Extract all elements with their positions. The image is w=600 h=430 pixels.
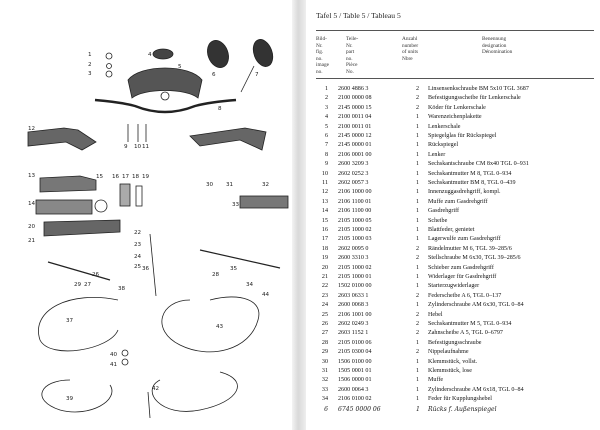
callout-label: 11 bbox=[142, 144, 150, 150]
callout-label: 32 bbox=[262, 182, 270, 188]
cell-name: Rückspiegel bbox=[428, 142, 459, 149]
cell-qty: 2 bbox=[416, 349, 420, 356]
emblem-part bbox=[153, 49, 173, 59]
cell-pos: 4 bbox=[324, 114, 328, 121]
cell-pos: 33 bbox=[321, 386, 328, 393]
cell-name: Spiegelglas für Rückspiegel bbox=[428, 133, 497, 139]
callout-label: 19 bbox=[142, 174, 150, 180]
cell-pos: 2 bbox=[324, 95, 328, 102]
cell-name: Zylinderschraube AM 6x30, TGL 0–84 bbox=[428, 302, 524, 309]
cell-part: 2105 1000 02 bbox=[338, 227, 372, 233]
callout-label: 15 bbox=[96, 174, 104, 180]
cell-part: 1506 0000 01 bbox=[338, 377, 372, 384]
lever-part bbox=[200, 250, 280, 268]
cell-name: Sechskantmutter M 5, TGL 0–934 bbox=[428, 321, 512, 327]
cell-name: Blattfeder, genietet bbox=[428, 227, 475, 233]
cell-qty: 1 bbox=[416, 133, 420, 139]
callout-label: 20 bbox=[28, 224, 36, 230]
header-text: no. bbox=[346, 55, 353, 62]
cell-pos: 22 bbox=[321, 283, 328, 290]
book-gutter bbox=[292, 0, 306, 430]
cell-part: 2105 1000 01 bbox=[338, 274, 372, 280]
cable-part bbox=[162, 297, 259, 352]
cell-name: Muffe zum Gasdrehgriff bbox=[428, 198, 488, 205]
tool-part bbox=[148, 392, 150, 418]
table-row bbox=[306, 404, 600, 415]
cell-part: 1502 0100 00 bbox=[338, 283, 372, 290]
header-name bbox=[482, 36, 512, 56]
cell-name: Starterzugwiderlager bbox=[428, 283, 480, 290]
cell-name: Sechskantmutter BM 8, TGL 0–439 bbox=[428, 180, 516, 186]
callout-label: 9 bbox=[124, 144, 128, 150]
callout-label: 44 bbox=[262, 292, 270, 298]
callout-label: 28 bbox=[212, 272, 220, 278]
cell-part: 2105 0300 04 bbox=[338, 349, 372, 356]
header-text: Nbre bbox=[402, 55, 413, 62]
cell-part: 2105 1000 03 bbox=[338, 236, 372, 243]
table-rule bbox=[316, 78, 594, 79]
callout-label: 21 bbox=[28, 238, 36, 244]
cell-part: 2600 4886 3 bbox=[338, 86, 369, 92]
cell-part: 2600 3310 3 bbox=[338, 255, 369, 262]
lever-part bbox=[44, 220, 120, 236]
cell-part: 2603 0633 1 bbox=[338, 292, 369, 299]
cell-part: 6745 0000 06 bbox=[338, 405, 381, 413]
cell-qty: 2 bbox=[416, 95, 420, 102]
callout-label: 1 bbox=[88, 52, 92, 58]
cell-name: Nippelaufnahme bbox=[428, 349, 469, 356]
callout-label: 42 bbox=[152, 386, 160, 392]
cell-qty: 1 bbox=[416, 405, 420, 413]
cable-part bbox=[152, 372, 237, 411]
callout-label: 34 bbox=[246, 282, 254, 288]
callout-label: 38 bbox=[118, 286, 126, 292]
cell-qty: 2 bbox=[416, 330, 420, 337]
cell-qty: 1 bbox=[416, 274, 420, 280]
header-text: Dénomination bbox=[482, 49, 513, 56]
mirror-glass-part bbox=[204, 37, 232, 70]
parts-list-page bbox=[306, 0, 600, 430]
cell-pos: 6 bbox=[324, 405, 328, 413]
cell-name: Zahnscheibe A 5, TGL 0–6797 bbox=[428, 330, 503, 337]
cell-part: 2106 1100 00 bbox=[338, 208, 372, 215]
cell-pos: 31 bbox=[321, 368, 328, 374]
callout-label: 41 bbox=[110, 362, 118, 368]
exploded-parts-diagram bbox=[0, 0, 292, 430]
cell-pos: 29 bbox=[321, 349, 328, 356]
cell-name: Lagerwulfe zum Gasdrehgriff bbox=[428, 236, 501, 243]
header-text: image bbox=[316, 62, 329, 69]
clutch-lever-assembly bbox=[190, 128, 266, 150]
callout-label: 36 bbox=[142, 266, 150, 272]
cell-name: Scheibe bbox=[428, 217, 448, 224]
cell-qty: 1 bbox=[416, 283, 420, 290]
cell-part: 2145 0000 15 bbox=[338, 104, 372, 111]
mirror-stem bbox=[241, 66, 254, 92]
cell-pos: 13 bbox=[321, 198, 328, 205]
callout-label: 25 bbox=[134, 264, 142, 270]
cell-name: Rändelmutter M 6, TGL 39–285/6 bbox=[428, 245, 512, 252]
cell-part: 2602 0057 3 bbox=[338, 180, 369, 186]
cell-qty: 1 bbox=[416, 189, 420, 196]
callout-label: 37 bbox=[66, 318, 74, 324]
cell-name: Innenzuggasdrehgriff, kompl. bbox=[428, 189, 501, 196]
header-text: of units bbox=[402, 49, 419, 56]
cell-qty: 2 bbox=[416, 311, 420, 318]
callout-label: 10 bbox=[134, 144, 142, 150]
header-text: Teile- bbox=[346, 36, 359, 42]
callout-label: 22 bbox=[134, 230, 142, 236]
washer-part bbox=[106, 71, 112, 77]
header-text: No. bbox=[346, 68, 354, 75]
cell-name: Lenkerschale bbox=[428, 123, 461, 130]
callout-label: 3 bbox=[88, 71, 92, 77]
cell-pos: 8 bbox=[324, 151, 328, 158]
cell-pos: 17 bbox=[321, 236, 328, 243]
cell-qty: 1 bbox=[416, 302, 420, 309]
cell-pos: 20 bbox=[321, 264, 328, 271]
cell-qty: 1 bbox=[416, 180, 420, 186]
cell-pos: 23 bbox=[321, 292, 328, 299]
cell-name: Federscheibe A 6, TGL 0–137 bbox=[428, 292, 502, 299]
cell-part: 2106 0001 00 bbox=[338, 151, 372, 158]
spring-part bbox=[136, 186, 142, 206]
header-text: fig. bbox=[316, 49, 324, 56]
cell-part: 2100 0000 08 bbox=[338, 95, 372, 102]
cell-name: Schieber zum Gasdrehgriff bbox=[428, 264, 494, 271]
cell-pos: 14 bbox=[321, 208, 328, 215]
header-text: number bbox=[402, 42, 419, 49]
cell-name: Lenker bbox=[428, 151, 446, 158]
cell-pos: 7 bbox=[324, 142, 328, 149]
cell-name: Hebel bbox=[428, 311, 443, 318]
cell-pos: 34 bbox=[321, 396, 328, 403]
cell-pos: 19 bbox=[321, 255, 328, 262]
cell-pos: 30 bbox=[321, 358, 328, 365]
cell-pos: 12 bbox=[321, 189, 328, 196]
handlebar-assembly-drawing bbox=[0, 0, 292, 430]
cell-qty: 1 bbox=[416, 236, 420, 243]
cell-pos: 6 bbox=[324, 133, 328, 139]
callout-label: 39 bbox=[66, 396, 74, 402]
cell-part: 2602 0249 3 bbox=[338, 321, 369, 327]
callout-label: 33 bbox=[232, 202, 240, 208]
slider-part bbox=[120, 184, 130, 206]
right-grip-part bbox=[240, 196, 288, 208]
callout-label: 18 bbox=[132, 174, 140, 180]
callout-label: 12 bbox=[28, 126, 36, 132]
callout-label: 2 bbox=[88, 62, 92, 68]
cell-part: 2602 0252 3 bbox=[338, 170, 369, 177]
callout-label: 26 bbox=[92, 272, 100, 278]
cell-pos: 16 bbox=[321, 227, 328, 233]
header-text: designation bbox=[482, 42, 507, 49]
cell-qty: 1 bbox=[416, 227, 420, 233]
washer-part bbox=[106, 53, 112, 59]
cell-qty: 1 bbox=[416, 123, 420, 130]
callout-label: 27 bbox=[84, 282, 92, 288]
callout-label: 30 bbox=[206, 182, 214, 188]
cell-qty: 1 bbox=[416, 208, 420, 215]
callout-label: 13 bbox=[28, 173, 36, 179]
header-text: no. bbox=[316, 55, 323, 62]
cell-name: Stellschraube M 6x30, TGL 39–285/6 bbox=[428, 255, 521, 262]
callout-label: 24 bbox=[134, 254, 142, 260]
cell-pos: 10 bbox=[321, 170, 328, 177]
cable-part bbox=[42, 380, 112, 412]
cell-qty: 1 bbox=[416, 142, 420, 149]
cell-part: 2602 0095 0 bbox=[338, 245, 369, 252]
cell-qty: 1 bbox=[416, 170, 420, 177]
cell-part: 1505 0001 01 bbox=[338, 368, 372, 374]
cell-name: Warenzeichenplakette bbox=[428, 114, 482, 121]
cell-qty: 2 bbox=[416, 292, 420, 299]
cell-part: 2100 0011 01 bbox=[338, 123, 372, 130]
washer-part bbox=[107, 64, 112, 69]
header-text: Pièce bbox=[346, 62, 358, 69]
cell-qty: 1 bbox=[416, 198, 420, 205]
cell-part: 2145 0000 01 bbox=[338, 142, 372, 149]
callout-label: 8 bbox=[218, 106, 222, 112]
cell-part: 2600 3209 3 bbox=[338, 161, 369, 168]
cell-qty: 2 bbox=[416, 104, 420, 111]
cell-qty: 1 bbox=[416, 396, 420, 403]
cell-pos: 15 bbox=[321, 217, 328, 224]
page-title: Tafel 5 / Table 5 / Tableau 5 bbox=[316, 11, 401, 20]
cell-qty: 1 bbox=[416, 368, 420, 374]
cell-qty: 2 bbox=[416, 321, 420, 327]
cell-part: 1506 0100 00 bbox=[338, 358, 372, 365]
lever-part bbox=[48, 262, 110, 280]
cell-qty: 1 bbox=[416, 114, 420, 121]
cell-name: Klemmstück, lose bbox=[428, 368, 473, 374]
cell-part: 2105 0100 06 bbox=[338, 339, 372, 346]
callout-label: 31 bbox=[226, 182, 234, 188]
header-text: Nr. bbox=[316, 42, 323, 49]
nut-part bbox=[122, 350, 128, 356]
cell-pos: 18 bbox=[321, 245, 328, 252]
cell-part: 2100 0011 04 bbox=[338, 114, 372, 121]
callout-label: 29 bbox=[74, 282, 82, 288]
callout-label: 14 bbox=[28, 201, 36, 207]
callout-label: 23 bbox=[134, 242, 142, 248]
callout-label: 7 bbox=[255, 72, 259, 78]
cell-name: Muffe bbox=[428, 377, 444, 384]
twist-grip-part bbox=[40, 176, 96, 192]
header-text: Anzahl bbox=[402, 36, 418, 42]
cell-qty: 2 bbox=[416, 255, 420, 262]
cell-qty: 1 bbox=[416, 264, 420, 271]
cell-name: Rücks f. Außenspiegel bbox=[428, 405, 497, 413]
bolt-part bbox=[161, 92, 169, 100]
cell-qty: 1 bbox=[416, 377, 420, 384]
cell-pos: 1 bbox=[324, 86, 328, 92]
cell-qty: 2 bbox=[416, 245, 420, 252]
cell-part: 2600 0064 3 bbox=[338, 386, 369, 393]
cell-pos: 27 bbox=[321, 330, 328, 337]
header-text: part bbox=[346, 49, 355, 56]
cell-qty: 1 bbox=[416, 339, 420, 346]
cell-name: Befestigungsscheibe für Lenkerschale bbox=[428, 95, 521, 102]
cell-pos: 21 bbox=[321, 274, 328, 280]
callout-label: 16 bbox=[112, 174, 120, 180]
cell-qty: 1 bbox=[416, 151, 420, 158]
cell-name: Klemmstück, vollst. bbox=[428, 358, 478, 365]
cell-part: 2145 0000 12 bbox=[338, 133, 372, 139]
callout-label: 6 bbox=[212, 72, 216, 78]
mirror-part bbox=[250, 37, 276, 69]
handlebar-part bbox=[95, 100, 236, 112]
cable-part bbox=[38, 297, 118, 351]
cell-pos: 28 bbox=[321, 339, 328, 346]
header-text: Bild- bbox=[316, 36, 327, 42]
cell-qty: 1 bbox=[416, 217, 420, 224]
header-part bbox=[346, 36, 358, 76]
cell-part: 2106 1001 00 bbox=[338, 311, 372, 318]
callout-label: 4 bbox=[148, 52, 152, 58]
callout-label: 35 bbox=[230, 266, 238, 272]
cell-part: 2105 1000 05 bbox=[338, 217, 372, 224]
cell-part: 2105 1000 02 bbox=[338, 264, 372, 271]
cell-part: 2600 0068 3 bbox=[338, 302, 369, 309]
cell-name: Köder für Lenkerschale bbox=[428, 104, 486, 111]
cell-part: 2106 1000 00 bbox=[338, 189, 372, 196]
callout-label: 43 bbox=[216, 324, 224, 330]
cell-name: Zylinderschraube AM 6x18, TGL 0–84 bbox=[428, 386, 524, 393]
cell-name: Befestigungsschraube bbox=[428, 339, 482, 346]
cell-pos: 24 bbox=[321, 302, 328, 309]
cell-name: Linsensenkschraube BM 5x10 TGL 3687 bbox=[428, 86, 529, 92]
cell-part: 2603 1152 1 bbox=[338, 330, 369, 337]
nut-part bbox=[122, 359, 128, 365]
table-rule bbox=[316, 30, 594, 31]
callout-label: 5 bbox=[178, 64, 182, 70]
cell-name: Widerlager für Gasdrehgriff bbox=[428, 274, 497, 280]
cell-pos: 25 bbox=[321, 311, 328, 318]
header-qty bbox=[402, 36, 418, 62]
cell-pos: 26 bbox=[321, 321, 328, 327]
cell-qty: 1 bbox=[416, 161, 420, 168]
cell-part: 2106 0100 02 bbox=[338, 396, 372, 403]
cell-pos: 9 bbox=[324, 161, 328, 168]
throttle-grip-assembly bbox=[28, 128, 96, 150]
cell-name: Sechskantmutter M 8, TGL 0–934 bbox=[428, 170, 512, 177]
cell-qty: 1 bbox=[416, 358, 420, 365]
header-text: Nr. bbox=[346, 42, 353, 49]
cell-name: Gasdrehgriff bbox=[428, 208, 460, 215]
bolt-part bbox=[150, 234, 156, 296]
cell-name: Sechskantschraube CM 8x40 TGL 0–931 bbox=[428, 161, 529, 168]
cell-part: 2106 1100 01 bbox=[338, 198, 372, 205]
cell-pos: 32 bbox=[321, 377, 328, 384]
header-pos bbox=[316, 36, 329, 76]
header-text: Benennung bbox=[482, 36, 507, 42]
cell-pos: 11 bbox=[322, 180, 328, 186]
cell-qty: 2 bbox=[416, 86, 420, 92]
cell-name: Feder für Kupplungshebel bbox=[428, 396, 492, 403]
header-text: no. bbox=[316, 68, 323, 75]
cell-qty: 1 bbox=[416, 386, 420, 393]
cell-pos: 3 bbox=[324, 104, 328, 111]
callout-label: 40 bbox=[110, 352, 118, 358]
grip-sleeve-part bbox=[36, 200, 92, 214]
washer-part bbox=[95, 200, 107, 212]
handlebar-cover-part bbox=[128, 68, 202, 98]
callout-label: 17 bbox=[122, 174, 130, 180]
cell-pos: 5 bbox=[324, 123, 328, 130]
